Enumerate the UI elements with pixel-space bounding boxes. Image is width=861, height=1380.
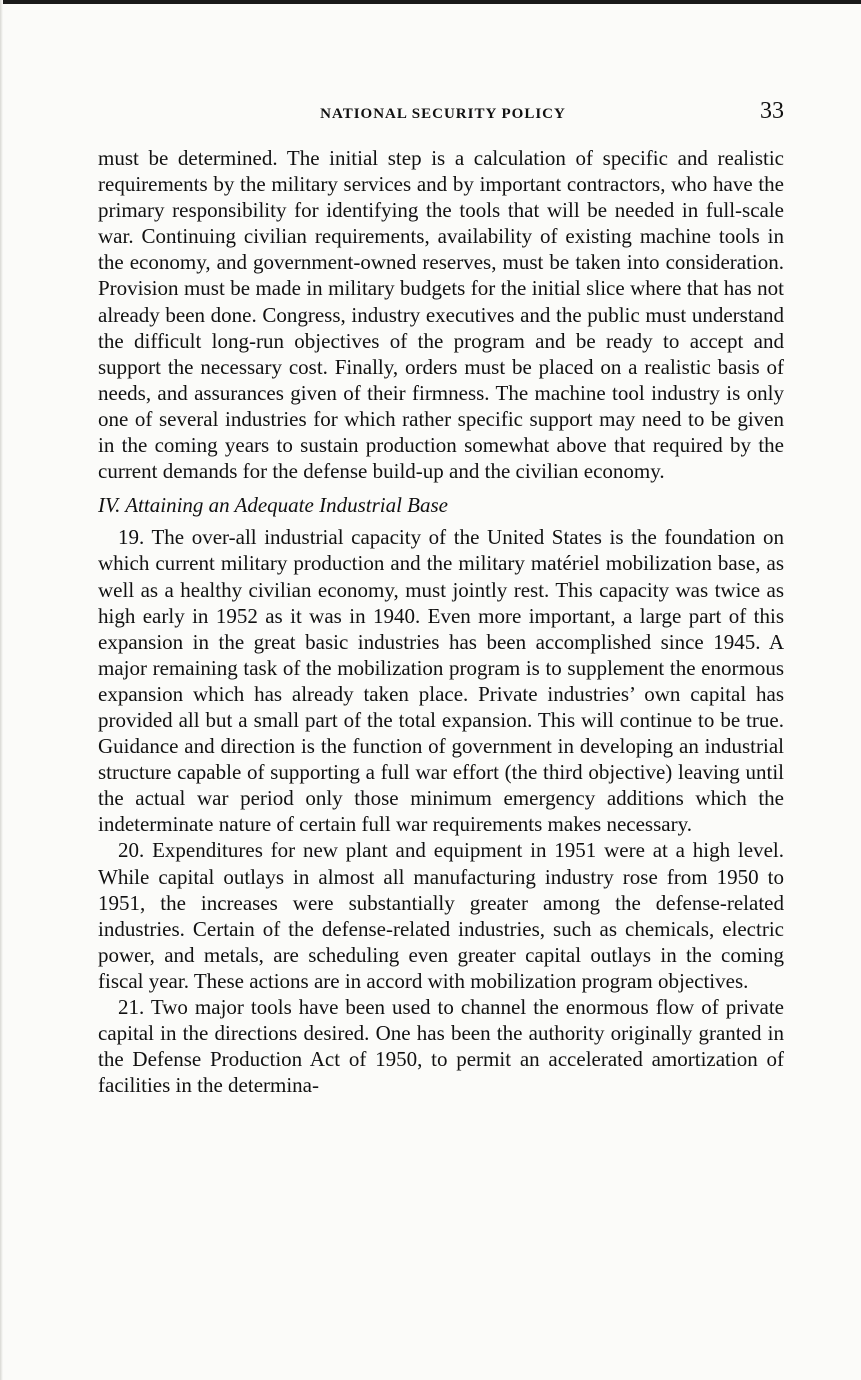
paragraph-number: 19. <box>118 525 145 550</box>
paragraph-text: The over-all industrial capacity of the United States is the foundation on which current military production and the military matériel mobilization base, as well as a healthy civilian economy, must jointly rest. This capacity was twice as high early in 1952 as it was in 1940. Even more important, a large part of this expansion in the great basic industries has been accomplished since 1945. A major remaining task of the mobilization program is to supplement the enormous expansion which has already taken place. Private industries’ own capital has provided all but a small part of the total expansion. This will continue to be true. Guidance and direction is the function of government in developing an industrial structure capable of supporting a full war effort (the third objective) leaving until the actual war period only those minimum emergency additions which the indeterminate nature of certain full war requirements makes necessary. <box>98 525 784 837</box>
paragraph-number: 20. <box>118 838 145 863</box>
paragraph-21 <box>98 994 784 1098</box>
paragraph-number: 21. <box>118 995 145 1019</box>
page-number: 33 <box>760 98 784 124</box>
paragraph-text: Expenditures for new plant and equipment in 1951 were at a high level. While capital outlays in almost all manufacturing industry rose from 1950 to 1951, the increases were substantially greater among the defense-related industries. Certain of the defense-related industries, such as chemicals, electric power, and metals, are scheduling even greater capital outlays in the coming fiscal year. These actions are in accord with mobilization program objectives. <box>98 838 784 993</box>
paragraph-text: Two major tools have been used to channel the enormous flow of private capital in the directions desired. One has been the authority originally granted in the Defense Production Act of 1950, to permit an accelerated amortization of facilities in the determina- <box>98 995 785 1098</box>
paragraph-19 <box>98 524 784 837</box>
running-head <box>98 98 788 132</box>
page-left-edge <box>0 0 3 1380</box>
page-body <box>98 145 784 1098</box>
continuation-paragraph: must be determined. The initial step is a calculation of specific and realistic requirements by the military services and by important contractors, who have the primary responsibility for identifying the tools that will be needed in full-scale war. Continuing civilian requirements, availability of existing machine tools in the economy, and government-owned reserves, must be taken into consideration. Provision must be made in military budgets for the initial slice where that has not already been done. Congress, industry executives and the public must understand the difficult long-run objectives of the program and be ready to accept and support the necessary cost. Finally, orders must be placed on a realistic basis of needs, and assurances given of their firmness. The machine tool industry is only one of several industries for which rather specific support may need to be given in the coming years to sustain production somewhat above that required by the current demands for the defense build-up and the civilian economy. <box>98 146 784 484</box>
section-heading: IV. Attaining an Adequate Industrial Base <box>98 493 448 518</box>
paragraph-20 <box>98 837 784 994</box>
top-edge-rule <box>0 0 861 4</box>
running-title: NATIONAL SECURITY POLICY <box>320 106 566 122</box>
